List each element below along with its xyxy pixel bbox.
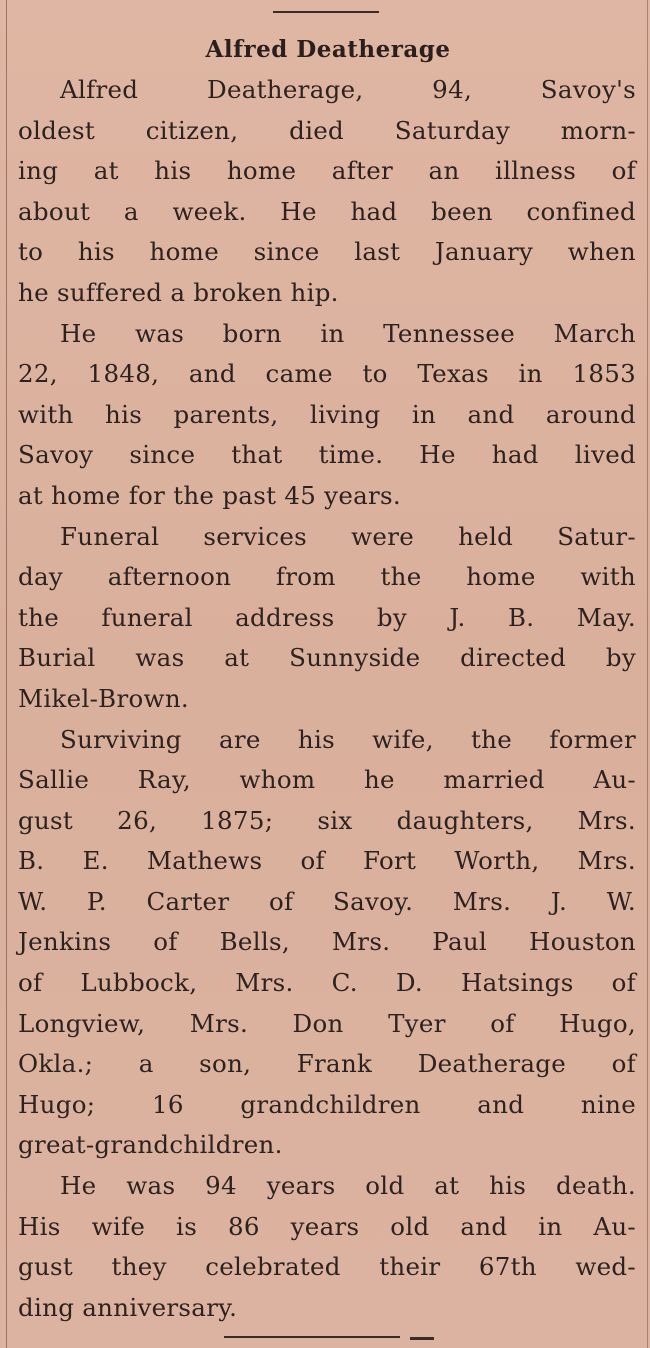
top-rule (273, 11, 379, 13)
column-rule-left (6, 0, 7, 1348)
article-line: he suffered a broken hip. (18, 277, 339, 307)
article-line: the funeral address by J. B. May. (18, 602, 636, 632)
article-line: day afternoon from the home with (18, 562, 636, 592)
column-rule-right (647, 0, 648, 1348)
article-line: Mikel-Brown. (18, 683, 189, 713)
article-line: Funeral services were held Satur- (60, 521, 636, 551)
article-line: 22, 1848, and came to Texas in 1853 (18, 359, 636, 389)
article-line: Sallie Ray, whom he married Au- (18, 765, 636, 795)
article-line: His wife is 86 years old and in Au- (18, 1211, 636, 1241)
article-line: at home for the past 45 years. (18, 480, 401, 510)
article-line: W. P. Carter of Savoy. Mrs. J. W. (18, 886, 636, 916)
article-line: with his parents, living in and around (18, 399, 636, 429)
article-line: gust they celebrated their 67th wed- (18, 1252, 636, 1282)
article-line: He was 94 years old at his death. (60, 1171, 636, 1201)
article-line: about a week. He had been confined (18, 196, 636, 226)
article-line: gust 26, 1875; six daughters, Mrs. (18, 805, 636, 835)
article-line: B. E. Mathews of Fort Worth, Mrs. (18, 846, 636, 876)
article-headline: Alfred Deatherage (205, 36, 451, 63)
article-line: Savoy since that time. He had lived (18, 440, 636, 470)
article-line: ing at his home after an illness of (18, 156, 636, 186)
bottom-rule-short (410, 1337, 434, 1340)
article-line: oldest citizen, died Saturday morn- (18, 115, 636, 145)
article-line: He was born in Tennessee March (60, 318, 636, 348)
article-line: Jenkins of Bells, Mrs. Paul Houston (18, 927, 636, 957)
bottom-rule (224, 1336, 400, 1338)
article-line: of Lubbock, Mrs. C. D. Hatsings of (18, 968, 636, 998)
article-line: Longview, Mrs. Don Tyer of Hugo, (18, 1008, 636, 1038)
article-body (18, 70, 636, 1328)
article-line: Surviving are his wife, the former (60, 724, 636, 754)
article-line: great-grandchildren. (18, 1130, 283, 1160)
article-line: to his home since last January when (18, 237, 636, 267)
article-line: Alfred Deatherage, 94, Savoy's (60, 75, 636, 104)
article-line: Hugo; 16 grandchildren and nine (18, 1089, 636, 1119)
article-line: ding anniversary. (18, 1292, 238, 1322)
article-line: Okla.; a son, Frank Deatherage of (18, 1049, 636, 1079)
article-line: Burial was at Sunnyside directed by (18, 643, 636, 673)
